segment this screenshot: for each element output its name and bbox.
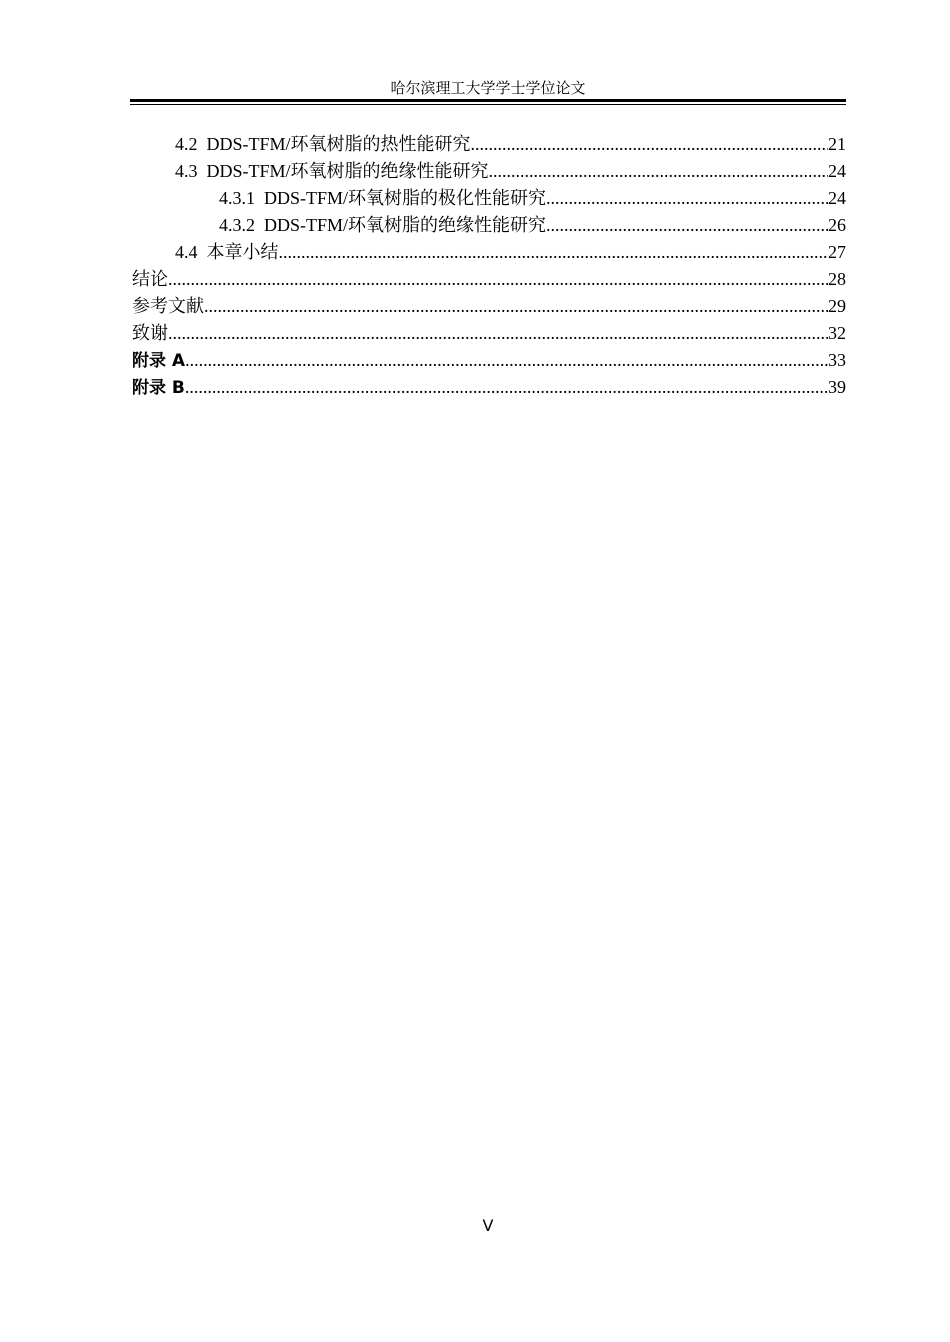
toc-entry-page: 24	[828, 161, 846, 181]
toc-entry-number: 4.3.1	[219, 188, 255, 208]
toc-entry-title: 结论	[132, 269, 168, 289]
toc-entry-title: 附录 A	[132, 351, 186, 371]
toc-entry-page: 28	[828, 269, 846, 289]
toc-entry-title: DDS-TFM/环氧树脂的绝缘性能研究	[206, 161, 489, 181]
toc-entry-number: 4.2	[175, 134, 198, 154]
toc-dot-leader	[471, 131, 828, 158]
toc-entry-title: 致谢	[132, 323, 168, 343]
toc-entry-page: 24	[828, 188, 846, 208]
page-number: V	[482, 1216, 494, 1235]
toc-dot-leader	[168, 320, 828, 347]
toc-dot-leader	[204, 293, 828, 320]
toc-entry-references[interactable]	[132, 293, 846, 320]
toc-dot-leader	[185, 347, 828, 374]
toc-entry-4-3-1[interactable]	[132, 185, 846, 212]
toc-entry-number: 4.3	[175, 161, 198, 181]
toc-entry-page: 33	[828, 350, 846, 370]
toc-entry-page: 39	[828, 377, 846, 397]
toc-dot-leader	[168, 266, 828, 293]
toc-entry-page: 32	[828, 323, 846, 343]
toc-entry-4-3[interactable]	[132, 158, 846, 185]
toc-entry-appendix-b[interactable]	[132, 374, 846, 401]
toc-dot-leader	[546, 185, 828, 212]
toc-entry-page: 29	[828, 296, 846, 316]
toc-dot-leader	[546, 212, 828, 239]
running-header-title: 哈尔滨理工大学学士学位论文	[390, 81, 586, 97]
toc-entry-4-2[interactable]	[132, 131, 846, 158]
header-rule-thin	[130, 104, 846, 105]
toc-entry-number: 4.3.2	[219, 215, 255, 235]
toc-entry-acknowledgements[interactable]	[132, 320, 846, 347]
header-rule-thick	[130, 99, 846, 102]
toc-entry-title: 本章小结	[206, 242, 279, 262]
toc-entry-page: 26	[828, 215, 846, 235]
toc-entry-page: 21	[828, 134, 846, 154]
toc-entry-page: 27	[828, 242, 846, 262]
toc-entry-title: 参考文献	[132, 296, 204, 316]
toc-entry-4-3-2[interactable]	[132, 212, 846, 239]
toc-entry-title: DDS-TFM/环氧树脂的绝缘性能研究	[264, 215, 547, 235]
toc-entry-4-4[interactable]	[132, 239, 846, 266]
toc-dot-leader	[185, 374, 828, 401]
toc-dot-leader	[279, 239, 829, 266]
toc-entry-title: 附录 B	[132, 378, 185, 398]
toc-dot-leader	[489, 158, 828, 185]
toc-entry-number: 4.4	[175, 242, 198, 262]
toc-entry-appendix-a[interactable]	[132, 347, 846, 374]
table-of-contents	[132, 131, 846, 401]
toc-entry-conclusion[interactable]	[132, 266, 846, 293]
toc-entry-title: DDS-TFM/环氧树脂的极化性能研究	[264, 188, 547, 208]
toc-entry-title: DDS-TFM/环氧树脂的热性能研究	[206, 134, 471, 154]
